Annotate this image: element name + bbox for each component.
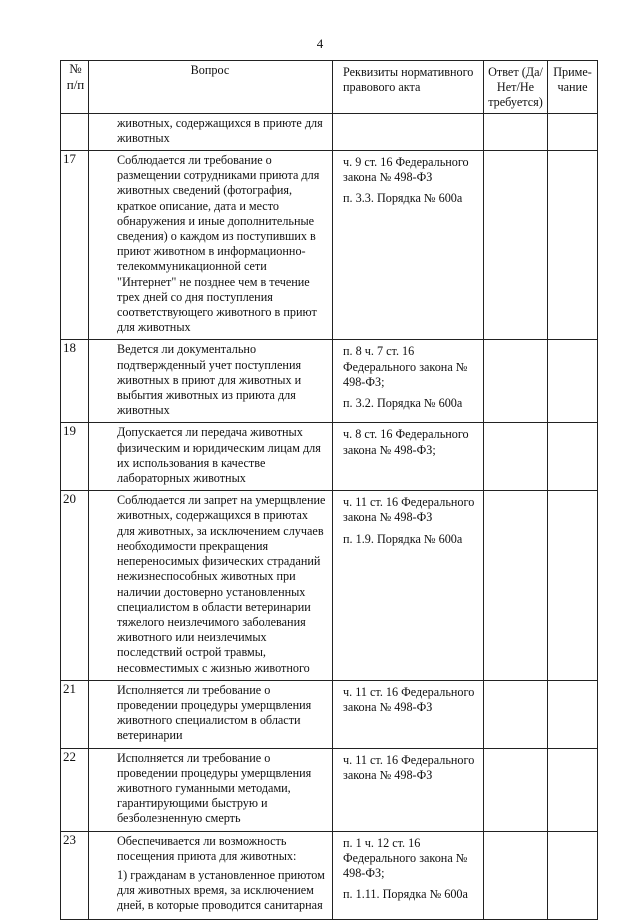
- row-number: 20: [61, 491, 89, 680]
- row-legal-reference: [333, 340, 484, 423]
- row-legal-reference: [333, 680, 484, 748]
- question-text: 1) гражданам в установленное приютом для животных время, за исключением дней, в которые проводится санитарная: [117, 867, 325, 913]
- header-legal-reference: Реквизиты нормативного правового акта: [333, 61, 484, 114]
- reference-text: ч. 11 ст. 16 Федерального закона № 498-ФЗ: [343, 684, 475, 714]
- row-legal-reference: [333, 113, 484, 150]
- row-note-cell[interactable]: [548, 680, 598, 748]
- row-question: [89, 491, 333, 680]
- reference-text: п. 1.9. Порядка № 600а: [343, 531, 463, 546]
- question-text: Допускается ли передача животных физическим и юридическим лицам для их использования в качестве лабораторных животных: [117, 425, 321, 486]
- row-question: [89, 151, 333, 340]
- row-question: [89, 748, 333, 831]
- table-row: [61, 831, 598, 919]
- question-text: Соблюдается ли запрет на умерщвление животных, содержащихся в приютах для животных, за исключением случаев необходимости прекращения непереносимых физических страданий нежизнеспособных животных при наличии достоверно установленных специалистом в области ветеринарии тяжелого неизлечимого заболевания животного или неизлечимых последствий острой травмы, несовместимых с жизнью животного: [117, 493, 326, 675]
- table-row: [61, 113, 598, 150]
- row-note-cell[interactable]: [548, 423, 598, 491]
- row-note-cell[interactable]: [548, 748, 598, 831]
- row-question: [89, 831, 333, 919]
- row-answer-cell[interactable]: [484, 113, 548, 150]
- header-question: Вопрос: [89, 61, 333, 114]
- table-header-row: [61, 61, 598, 114]
- table-row: [61, 340, 598, 423]
- row-answer-cell[interactable]: [484, 423, 548, 491]
- header-note: Приме-чание: [548, 61, 598, 114]
- reference-text: п. 8 ч. 7 ст. 16 Федерального закона № 498-ФЗ;: [343, 344, 468, 389]
- reference-text: ч. 8 ст. 16 Федерального закона № 498-ФЗ;: [343, 427, 469, 457]
- row-number: [61, 113, 89, 150]
- row-answer-cell[interactable]: [484, 340, 548, 423]
- row-legal-reference: [333, 748, 484, 831]
- question-text: животных, содержащихся в приюте для животных: [117, 115, 323, 145]
- row-question: [89, 423, 333, 491]
- reference-text: п. 1.11. Порядка № 600а: [343, 887, 468, 902]
- reference-text: ч. 11 ст. 16 Федерального закона № 498-ФЗ: [343, 752, 475, 782]
- table-row: [61, 680, 598, 748]
- table-row: [61, 748, 598, 831]
- reference-text: ч. 11 ст. 16 Федерального закона № 498-ФЗ: [343, 495, 475, 525]
- row-answer-cell[interactable]: [484, 831, 548, 919]
- question-text: Обеспечивается ли возможность посещения приюта для животных:: [117, 833, 297, 863]
- table-row: [61, 423, 598, 491]
- header-number: № п/п: [61, 61, 89, 114]
- row-answer-cell[interactable]: [484, 748, 548, 831]
- reference-text: п. 3.3. Порядка № 600а: [343, 191, 463, 206]
- row-question: [89, 680, 333, 748]
- row-answer-cell[interactable]: [484, 680, 548, 748]
- row-number: 19: [61, 423, 89, 491]
- reference-text: п. 1 ч. 12 ст. 16 Федерального закона № 498-ФЗ;: [343, 835, 468, 880]
- row-number: 21: [61, 680, 89, 748]
- table-row: [61, 491, 598, 680]
- row-note-cell[interactable]: [548, 151, 598, 340]
- row-number: 18: [61, 340, 89, 423]
- question-text: Соблюдается ли требование о размещении сотрудниками приюта для животных сведений (фотография, краткое описание, дата и место обнаружения и иные дополнительные сведения) о каждом из поступивших в приют животном в информационно-телекоммуникационной сети "Интернет" не позднее чем в течение трех дней со дня поступления соответствующего животного в приют для животных: [117, 153, 320, 335]
- row-legal-reference: [333, 151, 484, 340]
- row-answer-cell[interactable]: [484, 491, 548, 680]
- page-number: 4: [316, 36, 324, 51]
- question-text: Исполняется ли требование о проведении процедуры умерщвления животного гуманными методами, гарантирующими быструю и безболезненную смерть: [117, 750, 312, 826]
- question-text: Ведется ли документально подтвержденный учет поступления животных в приют для животных и выбытия животных из приюта для животных: [117, 342, 302, 418]
- table-row: [61, 151, 598, 340]
- row-question: [89, 340, 333, 423]
- row-number: 22: [61, 748, 89, 831]
- row-legal-reference: [333, 831, 484, 919]
- reference-text: п. 3.2. Порядка № 600а: [343, 396, 463, 411]
- row-note-cell[interactable]: [548, 113, 598, 150]
- row-number: 23: [61, 831, 89, 919]
- row-answer-cell[interactable]: [484, 151, 548, 340]
- row-note-cell[interactable]: [548, 491, 598, 680]
- row-number: 17: [61, 151, 89, 340]
- row-legal-reference: [333, 423, 484, 491]
- reference-text: ч. 9 ст. 16 Федерального закона № 498-ФЗ: [343, 155, 469, 185]
- header-answer: Ответ (Да/ Нет/Не требуется): [484, 61, 548, 114]
- row-note-cell[interactable]: [548, 340, 598, 423]
- row-note-cell[interactable]: [548, 831, 598, 919]
- row-question: [89, 113, 333, 150]
- question-text: Исполняется ли требование о проведении процедуры умерщвления животного специалистом в области ветеринарии: [117, 682, 312, 743]
- checklist-table: [60, 60, 598, 920]
- row-legal-reference: [333, 491, 484, 680]
